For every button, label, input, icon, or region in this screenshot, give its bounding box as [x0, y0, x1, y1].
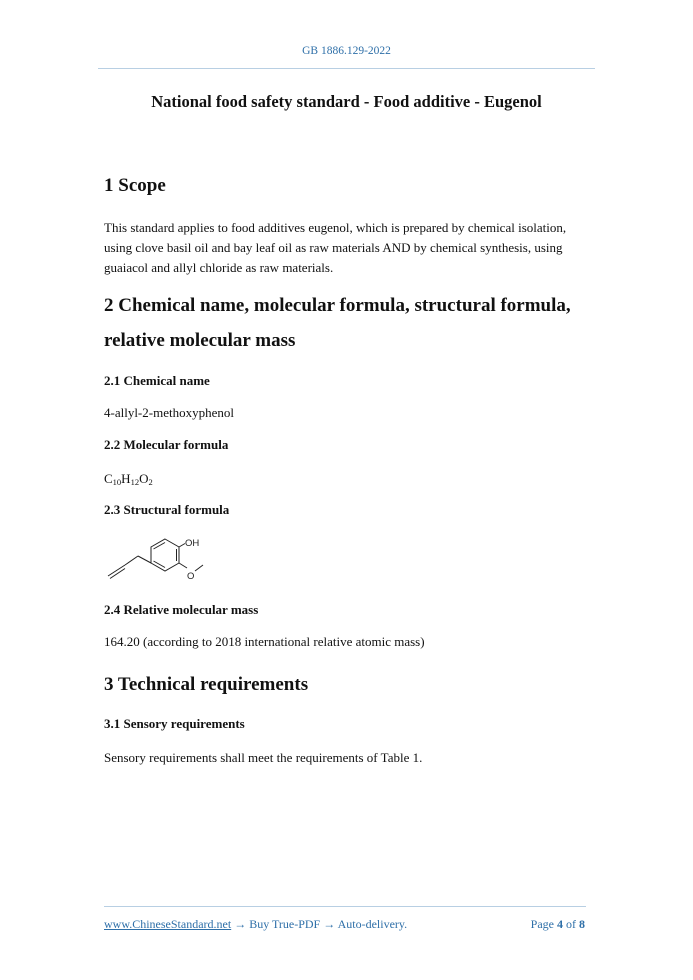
arrow-right-icon: → — [234, 917, 247, 931]
structural-formula-heading: 2.3 Structural formula — [104, 502, 230, 517]
page-indicator — [531, 917, 585, 932]
arrow-right-icon: → — [323, 917, 336, 931]
buy-pdf-link[interactable]: Buy True-PDF — [249, 917, 321, 931]
section-technical-heading: 3 Technical requirements — [104, 674, 309, 695]
footer-promo — [104, 917, 407, 932]
molecular-formula-heading: 2.2 Molecular formula — [104, 437, 229, 452]
scope-paragraph: This standard applies to food additives eugenol, which is prepared by chemical isolation, using clove basil oil and bay leaf oil as raw materials AND by chemical synthesis, using guaiacol and allyl chloride as raw materials. — [104, 220, 567, 275]
site-link[interactable]: www.ChineseStandard.net — [104, 917, 232, 931]
page-current: 4 — [557, 917, 563, 931]
chemical-name-value: 4-allyl-2-methoxyphenol — [104, 405, 234, 420]
page-of-label: of — [566, 917, 576, 931]
footer-divider — [104, 906, 586, 907]
molecular-mass-heading: 2.4 Relative molecular mass — [104, 602, 259, 617]
running-header: GB 1886.129-2022 — [302, 45, 391, 57]
sensory-requirements-text: Sensory requirements shall meet the requirements of Table 1. — [104, 750, 423, 765]
section-scope-heading: 1 Scope — [104, 175, 166, 196]
auto-delivery-text: Auto-delivery. — [337, 917, 408, 931]
oxygen-label: O — [187, 571, 195, 582]
section-chemical-heading-line2: relative molecular mass — [104, 330, 296, 351]
molecular-mass-value: 164.20 (according to 2018 international relative atomic mass) — [104, 634, 425, 649]
chemical-name-heading: 2.1 Chemical name — [104, 373, 210, 388]
section-chemical-heading-line1: 2 Chemical name, molecular formula, structural formula, — [104, 295, 571, 316]
page-label: Page — [530, 917, 554, 931]
hydroxyl-label: OH — [185, 538, 200, 549]
header-divider — [98, 68, 595, 69]
page-total: 8 — [579, 917, 585, 931]
molecular-formula-value: $C_{10}H_{12}O_2$ — [104, 471, 153, 487]
sensory-requirements-heading: 3.1 Sensory requirements — [104, 716, 245, 731]
document-title: National food safety standard - Food additive - Eugenol — [151, 92, 542, 111]
eugenol-structure-diagram — [104, 534, 224, 586]
